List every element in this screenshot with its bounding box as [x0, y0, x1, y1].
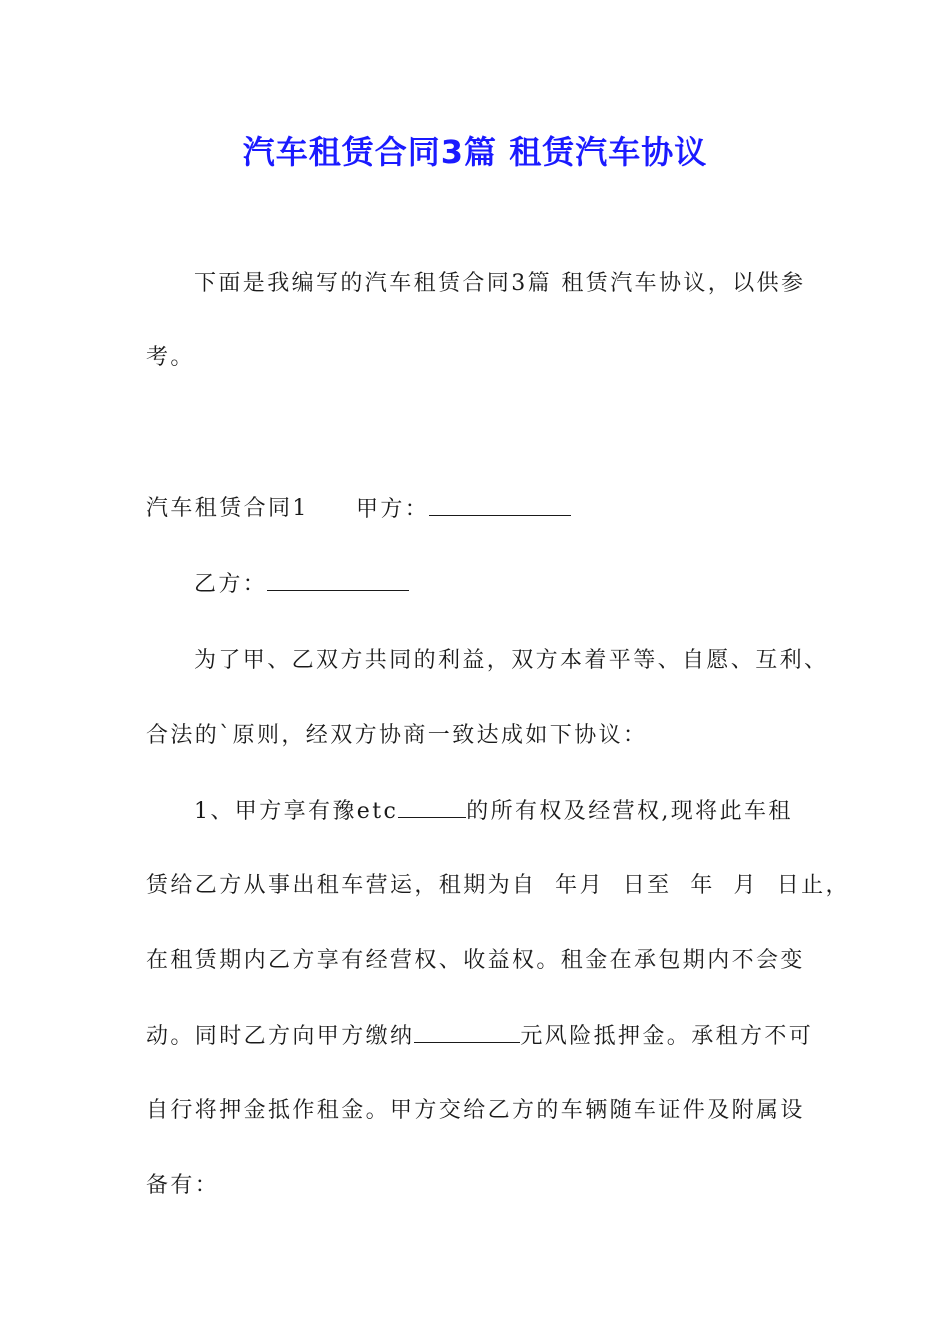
party-b-blank: [267, 568, 409, 591]
clause-1-line-4-end: 元风险抵押金。承租方不可: [520, 1024, 814, 1049]
party-a-row: [356, 493, 571, 526]
preamble-line-2: 合法的`原则，经双方协商一致达成如下协议：: [146, 723, 648, 748]
intro-line-1: 下面是我编写的汽车租赁合同3篇 租赁汽车协议，以供参: [194, 271, 806, 296]
clause-1-line-4: [146, 1020, 813, 1053]
clause-1-line-1-end: 的所有权及经营权,现将此车租: [466, 799, 793, 824]
party-b-row: [194, 568, 409, 601]
contract-1-heading: 汽车租赁合同1: [146, 496, 309, 521]
party-a-label: 甲方：: [356, 497, 430, 522]
deposit-amount-blank: [414, 1020, 520, 1043]
intro-line-2: 考。: [146, 345, 195, 370]
party-b-label: 乙方：: [194, 572, 268, 597]
party-a-blank: [429, 493, 571, 516]
clause-1-line-2: 赁给乙方从事出租车营运，租期为自 年月 日至 年 月 日止，: [146, 873, 850, 898]
clause-1-line-4-start: 动。同时乙方向甲方缴纳: [146, 1024, 415, 1049]
clause-1-line-1-start: 1、甲方享有豫etc: [194, 799, 399, 824]
vehicle-plate-blank: [398, 795, 466, 818]
preamble-line-1: 为了甲、乙双方共同的利益，双方本着平等、自愿、互利、: [194, 648, 829, 673]
clause-1-line-6: 备有：: [146, 1173, 220, 1198]
clause-1-line-1: [194, 795, 793, 828]
document-title: 汽车租赁合同3篇 租赁汽车协议: [242, 133, 708, 171]
clause-1-line-5: 自行将押金抵作租金。甲方交给乙方的车辆随车证件及附属设: [146, 1098, 805, 1123]
clause-1-line-3: 在租赁期内乙方享有经营权、收益权。租金在承包期内不会变: [146, 948, 805, 973]
